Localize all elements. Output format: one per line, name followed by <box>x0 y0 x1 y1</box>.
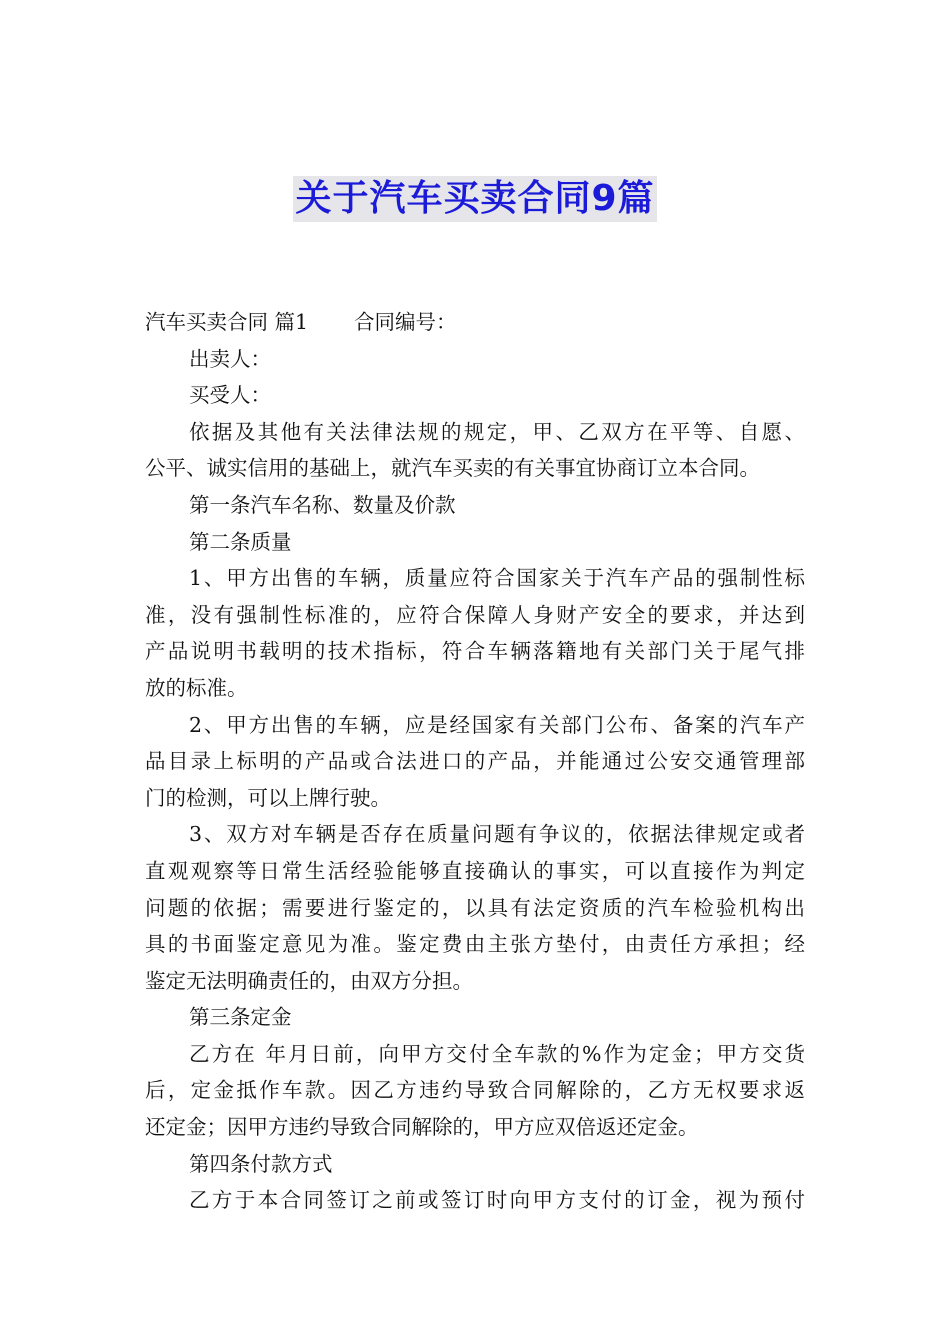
body-line: 第二条质量 <box>189 529 292 554</box>
body-line: 乙方在 年月日前，向甲方交付全车款的%作为定金；甲方交货 <box>189 1041 805 1066</box>
body-line: 第一条汽车名称、数量及价款 <box>189 492 456 517</box>
body-line: 品目录上标明的产品或合法进口的产品，并能通过公安交通管理部 <box>145 749 805 774</box>
body-lines <box>145 341 805 1219</box>
body-line: 产品说明书载明的技术指标，符合车辆落籍地有关部门关于尾气排 <box>145 639 805 664</box>
body-line: 第四条付款方式 <box>189 1151 333 1176</box>
contract-number-label: 合同编号： <box>354 310 457 334</box>
body-line: 具的书面鉴定意见为准。鉴定费由主张方垫付，由责任方承担；经 <box>145 932 805 957</box>
document-body <box>145 304 805 1219</box>
body-line: 依据及其他有关法律法规的规定，甲、乙双方在平等、自愿、 <box>189 419 805 444</box>
body-line: 直观观察等日常生活经验能够直接确认的事实，可以直接作为判定 <box>145 858 805 883</box>
body-line: 第三条定金 <box>189 1005 292 1030</box>
body-line: 放的标准。 <box>145 675 248 700</box>
body-line: 后，定金抵作车款。因乙方违约导致合同解除的，乙方无权要求返 <box>145 1078 805 1103</box>
body-line: 乙方于本合同签订之前或签订时向甲方支付的订金，视为预付 <box>189 1188 805 1213</box>
contract-label: 汽车买卖合同 篇1 <box>145 310 309 334</box>
body-line: 公平、诚实信用的基础上，就汽车买卖的有关事宜协商订立本合同。 <box>145 456 760 481</box>
body-line: 问题的依据；需要进行鉴定的，以具有法定资质的汽车检验机构出 <box>145 895 805 920</box>
body-line: 出卖人： <box>189 346 271 371</box>
body-line: 3、双方对车辆是否存在质量问题有争议的，依据法律规定或者 <box>189 822 805 847</box>
contract-heading-line <box>145 304 805 341</box>
body-line: 买受人： <box>189 383 271 408</box>
body-line: 鉴定无法明确责任的，由双方分担。 <box>145 968 473 993</box>
title-container <box>0 176 950 222</box>
body-line: 门的检测，可以上牌行驶。 <box>145 785 391 810</box>
body-line: 2、甲方出售的车辆，应是经国家有关部门公布、备案的汽车产 <box>189 712 805 737</box>
body-line: 还定金；因甲方违约导致合同解除的，甲方应双倍返还定金。 <box>145 1115 699 1140</box>
body-line: 1、甲方出售的车辆，质量应符合国家关于汽车产品的强制性标 <box>189 566 805 591</box>
document-title: 关于汽车买卖合同9篇 <box>293 176 656 222</box>
body-line: 准，没有强制性标准的，应符合保障人身财产安全的要求，并达到 <box>145 602 805 627</box>
